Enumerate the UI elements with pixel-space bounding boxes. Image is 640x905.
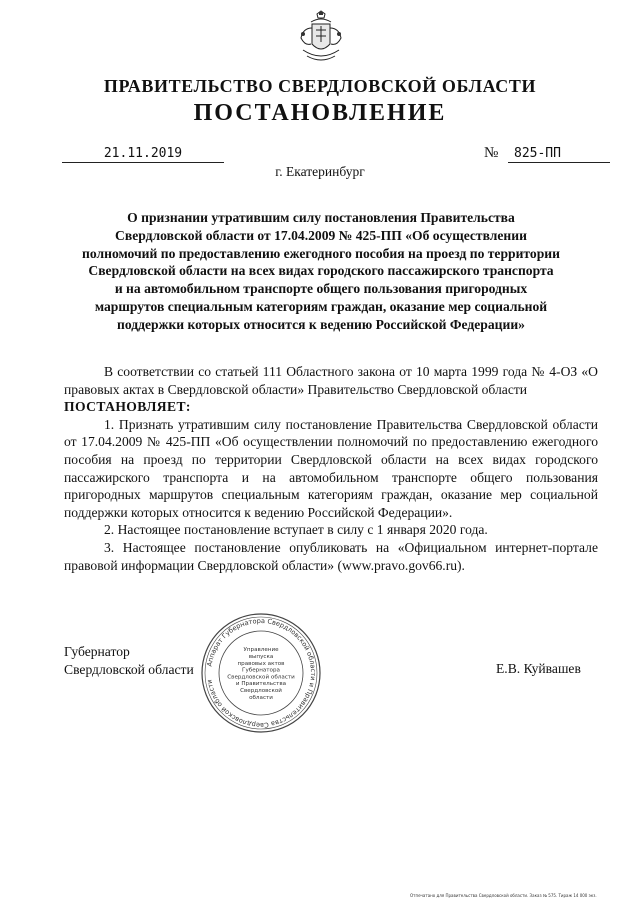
- document-number: 825-ПП: [508, 146, 610, 163]
- stamp-center-line: Свердловской области: [227, 674, 295, 681]
- government-title: ПРАВИТЕЛЬСТВО СВЕРДЛОВСКОЙ ОБЛАСТИ: [103, 76, 537, 96]
- number-sign: №: [484, 145, 499, 161]
- heading-line: и на автомобильном транспорте общего пользования пригородных: [114, 281, 528, 297]
- heading-line: Свердловской области на всех видах городского пассажирского транспорта: [88, 263, 554, 279]
- stamp-center-line: Управление: [243, 647, 279, 654]
- print-footer: Отпечатано для Правительства Свердловской области. Заказ № 575. Тираж 14 000 экз.: [410, 893, 597, 898]
- heading-line: поддержки которых относится к ведению Российской Федерации»: [117, 316, 525, 332]
- decree-word: ПОСТАНОВЛЯЕТ:: [64, 399, 191, 415]
- signatory-name: Е.В. Куйвашев: [496, 661, 581, 676]
- official-seal-stamp: [199, 611, 323, 735]
- position-line: Свердловской области: [64, 662, 194, 677]
- stamp-center-line: правовых актов: [237, 660, 285, 667]
- document-body: [64, 363, 598, 574]
- heading-line: О признании утратившим силу постановления Правительства: [127, 210, 515, 225]
- item-2-paragraph: 2. Настоящее постановление вступает в силу с 1 января 2020 года.: [104, 522, 488, 538]
- item-1-paragraph: 1. Признать утратившим силу постановление Правительства Свердловской области от 17.04.2009 № 425-ПП «Об осуществлении полномочий по предоставлению ежегодного пособия на проезд по территории Свердловской области на всех видах городского пассажирского транспорта и на автомобильном транспорте общего пользования пригородных маршрутов специальным категориям граждан, оказание мер социальной поддержки которых относится к ведению Российской Федерации».: [64, 416, 598, 520]
- stamp-center-line: Свердловской: [240, 688, 282, 694]
- heading-line: Свердловской области от 17.04.2009 № 425-ПП «Об осуществлении: [115, 227, 527, 243]
- heading-line: полномочий по предоставлению ежегодного пособия на проезд по территории: [82, 245, 560, 261]
- stamp-center-line: области: [249, 694, 273, 701]
- preamble-paragraph: В соответствии со статьей 111 Областного закона от 10 марта 1999 года № 4-ОЗ «О правовых актах в Свердловской области» Правительство Свердловской области: [64, 364, 598, 397]
- stamp-center-line: выпуска: [248, 654, 274, 660]
- document-heading: [66, 209, 576, 334]
- item-3-paragraph: 3. Настоящее постановление опубликовать на «Официальном интернет-портале правовой информации Свердловской области» (www.pravo.gov66.ru).: [64, 539, 598, 573]
- stamp-center-line: и Правительства: [235, 681, 287, 688]
- coat-of-arms-icon: [297, 10, 345, 66]
- stamp-center-line: Губернатора: [242, 667, 280, 674]
- signatory-position: [64, 643, 194, 679]
- document-city: г. Екатеринбург: [275, 164, 365, 179]
- document-date: 21.11.2019: [62, 146, 224, 163]
- stamp-ring-text: Аппарат Губернатора Свердловской области и Правительства Свердловской области: [205, 616, 318, 730]
- heading-line: маршрутов специальным категориям граждан, оказание мер социальной: [94, 298, 548, 314]
- document-type: ПОСТАНОВЛЕНИЕ: [193, 100, 447, 126]
- position-line: Губернатор: [64, 644, 130, 659]
